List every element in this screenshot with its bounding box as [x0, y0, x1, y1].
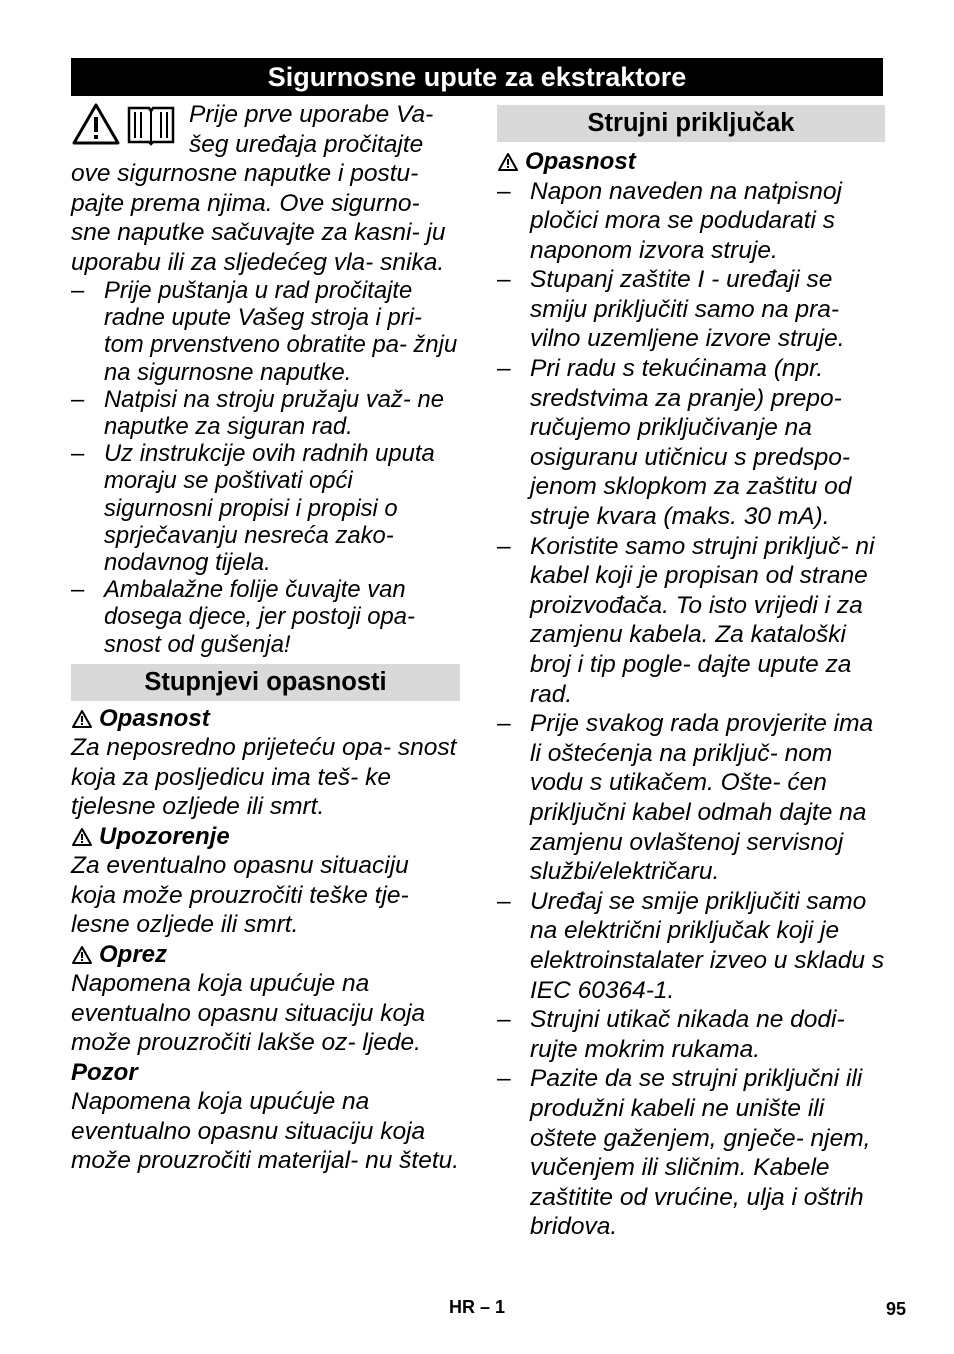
- warning-triangle-icon: [71, 945, 93, 965]
- bullet-text: Prije svakog rada provjerite ima li oštećenja na priključ- nom vodu s utikačem. Ošte- ćen priključni kabel odmah dajte na zamjenu ovlaštenoj servisnoj službi/električaru.: [530, 710, 874, 886]
- bullet-text: Prije puštanja u rad pročitajte radne upute Vašeg stroja i pri- tom prvenstveno obratite pa- žnju na sigurnosne naputke.: [104, 277, 458, 386]
- level-heading-label: Pozor: [71, 1058, 138, 1086]
- bullet-dash: –: [497, 532, 511, 560]
- bullet-text: Natpisi na stroju pružaju važ- ne naputke za siguran rad.: [104, 385, 444, 441]
- bullet-item: [71, 277, 460, 386]
- bullet-dash: –: [71, 385, 85, 413]
- bullet-item: [71, 576, 460, 658]
- level-heading-label: Opasnost: [99, 704, 210, 732]
- footer-page-number: 95: [885, 1299, 906, 1319]
- level-heading: [71, 940, 460, 970]
- level-heading-label: Oprez: [99, 940, 168, 968]
- bullet-dash: –: [71, 576, 85, 604]
- bullet-item: [497, 177, 885, 266]
- bullet-text: Ambalažne folije čuvajte van dosega djece, jer postoji opa- snost od gušenja!: [104, 576, 415, 658]
- bullet-dash: –: [497, 1065, 511, 1093]
- bullet-text: Pri radu s tekućinama (npr. sredstvima za pranje) prepo- ručujemo priključivanje na osiguranu utičnicu s predspo- jenom sklopkom za zaštitu od struje kvara (maks. 30 mA).: [530, 355, 852, 531]
- warning-triangle-icon: [497, 152, 519, 172]
- subhead-danger-label: Opasnost: [525, 148, 636, 175]
- level-heading: [71, 704, 460, 734]
- bullet-item: [497, 532, 885, 710]
- level-heading: [71, 822, 460, 852]
- bullet-item: [71, 386, 460, 440]
- right-bullet-list: [497, 177, 885, 1242]
- bullet-text: Uređaj se smije priključiti samo na električni priključak koji je elektroinstalater izveo u skladu s IEC 60364-1.: [530, 887, 885, 1004]
- bullet-dash: –: [497, 710, 511, 738]
- bullet-dash: –: [497, 887, 511, 915]
- bullet-item: [497, 709, 885, 887]
- footer-section-number: HR – 1: [448, 1297, 506, 1317]
- intro-icons: [71, 102, 183, 154]
- warning-triangle-icon: [71, 709, 93, 729]
- bullet-item: [497, 354, 885, 532]
- warning-triangle-icon: [71, 102, 121, 146]
- section-title-danger-levels: Stupnjevi opasnosti: [71, 664, 460, 701]
- level-description: Za neposredno prijeteću opa- snost koja za posljedicu ima teš- ke tjelesne ozljede ili smrt.: [71, 734, 457, 821]
- level-description: Napomena koja upućuje na eventualno opasnu situaciju koja može prouzročiti materijal- nu štetu.: [71, 1088, 460, 1175]
- bullet-dash: –: [71, 440, 85, 468]
- left-bullet-list: [71, 277, 460, 658]
- bullet-dash: –: [497, 1006, 511, 1034]
- bullet-text: Uz instrukcije ovih radnih uputa moraju se poštivati opći sigurnosni propisi i propisi o sprječavanju nesreća zako- nodavnog tijela.: [104, 440, 435, 577]
- warning-triangle-icon: [71, 827, 93, 847]
- bullet-text: Stupanj zaštite I - uređaji se smiju priključiti samo na pra- vilno uzemljene izvore struje.: [530, 266, 845, 353]
- bullet-item: [71, 440, 460, 576]
- bullet-text: Koristite samo strujni priključ- ni kabel koji je propisan od strane proizvođača. To isto vrijedi i za zamjenu kabela. Za kataloški broj i tip pogle- dajte upute za rad.: [530, 532, 875, 708]
- section-title-power-connection: Strujni priključak: [497, 105, 885, 142]
- level-heading-label: Upozorenje: [99, 822, 230, 850]
- bullet-dash: –: [497, 266, 511, 294]
- page-title: Sigurnosne upute za ekstraktore: [71, 58, 883, 96]
- bullet-dash: –: [497, 177, 511, 205]
- bullet-text: Strujni utikač nikada ne dodi- rujte mokrim rukama.: [530, 1006, 845, 1063]
- right-column: [497, 105, 885, 1242]
- level-description: Za eventualno opasnu situaciju koja može prouzročiti teške tje- lesne ozljede ili smrt.: [71, 852, 409, 939]
- bullet-item: [497, 1064, 885, 1242]
- danger-levels: [71, 704, 460, 1176]
- bullet-text: Pazite da se strujni priključni ili produžni kabeli ne unište ili oštete gaženjem, gnječe- njem, vučenjem ili sličnim. Kabele zaštitite od vrućine, ulja i oštrih bridova.: [530, 1065, 871, 1241]
- bullet-item: [497, 1005, 885, 1064]
- intro-text: Prije prve uporabe Va- šeg uređaja pročitajte ove sigurnosne naputke i postu- pajte prema njima. Ove sigurno- sne naputke sačuvajte za kasni- ju uporabu ili za sljedećeg vla- snika.: [71, 101, 446, 276]
- bullet-item: [497, 887, 885, 1005]
- bullet-text: Napon naveden na natpisnoj pločici mora se podudarati s naponom izvora struje.: [530, 177, 842, 264]
- bullet-dash: –: [71, 277, 85, 304]
- manual-book-icon: [125, 102, 177, 146]
- left-column: [71, 100, 460, 1176]
- level-heading: [71, 1058, 460, 1088]
- intro-paragraph: [71, 100, 460, 277]
- bullet-dash: –: [497, 355, 511, 383]
- subhead-danger: [497, 147, 885, 177]
- bullet-item: [497, 265, 885, 354]
- level-description: Napomena koja upućuje na eventualno opasnu situaciju koja može prouzročiti lakše oz- ljede.: [71, 970, 426, 1057]
